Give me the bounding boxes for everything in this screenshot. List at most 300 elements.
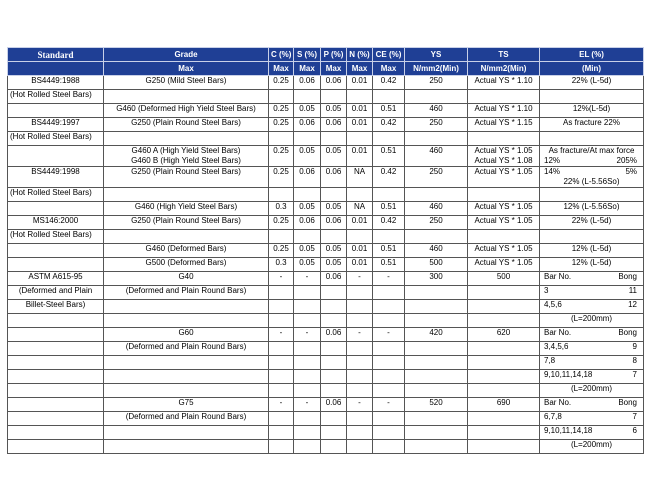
s-cell <box>294 412 321 426</box>
ce-cell: 0.51 <box>373 146 405 167</box>
p-cell: 0.06 <box>321 398 347 412</box>
el-cell: (L=200mm) <box>540 384 644 398</box>
ys-cell: 460 <box>405 104 468 118</box>
el-line1: As fracture/At max force <box>548 146 635 155</box>
ce-cell <box>373 314 405 328</box>
grade-cell <box>104 384 269 398</box>
ys-cell: 250 <box>405 216 468 230</box>
ys-cell <box>405 426 468 440</box>
ys-cell <box>405 370 468 384</box>
table-row <box>8 167 644 188</box>
bar-bong-pair <box>542 300 641 310</box>
c-cell: - <box>269 272 294 286</box>
standard-cell: BS4449:1988 <box>8 76 104 90</box>
s-cell <box>294 426 321 440</box>
p-cell: 0.06 <box>321 272 347 286</box>
table-row <box>8 230 644 244</box>
c-cell <box>269 356 294 370</box>
bong-value: 12 <box>628 300 637 309</box>
c-cell <box>269 188 294 202</box>
grade-line1: G460 A (High Yield Steel Bars) <box>131 146 241 155</box>
ts-cell <box>468 132 540 146</box>
grade-cell <box>104 146 269 167</box>
n-cell: 0.01 <box>347 244 373 258</box>
ts-cell: 620 <box>468 328 540 342</box>
el-cell: 22% (L-5d) <box>540 216 644 230</box>
bar-number: 3,4,5,6 <box>544 342 569 351</box>
c-cell: 0.25 <box>269 216 294 230</box>
s-cell <box>294 440 321 454</box>
ce-cell <box>373 440 405 454</box>
bar-bong-pair <box>542 328 641 338</box>
n-cell <box>347 300 373 314</box>
el-cell: 12% (L-5.56So) <box>540 202 644 216</box>
header-s: S (%) <box>294 48 321 62</box>
bong-value: Bong <box>618 398 637 407</box>
subheader-el: (Min) <box>540 62 644 76</box>
p-cell <box>321 342 347 356</box>
p-cell: 0.06 <box>321 328 347 342</box>
c-cell: 0.25 <box>269 146 294 167</box>
bar-bong-pair <box>542 398 641 408</box>
standard-cell <box>8 202 104 216</box>
el-cell <box>540 300 644 314</box>
header-p: P (%) <box>321 48 347 62</box>
c-cell <box>269 426 294 440</box>
grade-cell <box>104 426 269 440</box>
el-cell: As fracture 22% <box>540 118 644 132</box>
s-cell <box>294 90 321 104</box>
ce-cell: - <box>373 398 405 412</box>
bar-bong-pair <box>542 272 641 282</box>
n-cell <box>347 314 373 328</box>
c-cell <box>269 384 294 398</box>
subheader-ys: N/mm2(Min) <box>405 62 468 76</box>
ys-cell: 300 <box>405 272 468 286</box>
grade-cell: (Deformed and Plain Round Bars) <box>104 342 269 356</box>
standard-cell <box>8 426 104 440</box>
el-values-pair <box>542 156 641 166</box>
ys-cell <box>405 300 468 314</box>
c-cell: 0.25 <box>269 104 294 118</box>
subheader-ce: Max <box>373 62 405 76</box>
grade-cell: G250 (Plain Round Steel Bars) <box>104 216 269 230</box>
ts-line1: Actual YS * 1.05 <box>474 146 533 155</box>
bar-bong-pair <box>542 342 641 352</box>
grade-cell: (Deformed and Plain Round Bars) <box>104 286 269 300</box>
grade-cell <box>104 356 269 370</box>
ts-cell <box>468 370 540 384</box>
n-cell: 0.01 <box>347 104 373 118</box>
s-cell: 0.06 <box>294 167 321 188</box>
n-cell <box>347 426 373 440</box>
s-cell <box>294 342 321 356</box>
ys-cell <box>405 286 468 300</box>
subheader-n: Max <box>347 62 373 76</box>
ys-cell: 460 <box>405 146 468 167</box>
standard-cell <box>8 342 104 356</box>
bar-number: 9,10,11,14,18 <box>544 370 593 379</box>
n-cell: NA <box>347 202 373 216</box>
el-cell <box>540 342 644 356</box>
ce-cell <box>373 132 405 146</box>
bar-number: 7,8 <box>544 356 556 365</box>
n-cell <box>347 342 373 356</box>
ce-cell: 0.42 <box>373 118 405 132</box>
grade-cell: G460 (High Yield Steel Bars) <box>104 202 269 216</box>
bar-bong-pair <box>542 412 641 422</box>
p-cell <box>321 440 347 454</box>
table-row <box>8 314 644 328</box>
grade-cell <box>104 314 269 328</box>
p-cell: 0.06 <box>321 167 347 188</box>
grade-cell: (Deformed and Plain Round Bars) <box>104 412 269 426</box>
ts-cell: Actual YS * 1.05 <box>468 244 540 258</box>
s-cell <box>294 370 321 384</box>
table-row <box>8 426 644 440</box>
ce-cell: 0.51 <box>373 104 405 118</box>
bar-bong-pair <box>542 356 641 366</box>
el-value-a: 14% <box>544 167 561 176</box>
ce-cell: 0.51 <box>373 258 405 272</box>
s-cell <box>294 286 321 300</box>
p-cell: 0.05 <box>321 258 347 272</box>
grade-cell: G250 (Plain Round Steel Bars) <box>104 118 269 132</box>
table-row <box>8 244 644 258</box>
s-cell <box>294 230 321 244</box>
c-cell <box>269 300 294 314</box>
c-cell <box>269 440 294 454</box>
standard-cell <box>8 146 104 167</box>
subheader-c: Max <box>269 62 294 76</box>
n-cell: NA <box>347 167 373 188</box>
s-cell: 0.05 <box>294 258 321 272</box>
grade-cell <box>104 300 269 314</box>
ce-cell: 0.42 <box>373 167 405 188</box>
c-cell: - <box>269 328 294 342</box>
ts-cell <box>468 90 540 104</box>
ts-cell: 690 <box>468 398 540 412</box>
s-cell: - <box>294 328 321 342</box>
c-cell <box>269 132 294 146</box>
table-row <box>8 286 644 300</box>
table-row <box>8 356 644 370</box>
el-value-a: 12% <box>544 156 561 165</box>
c-cell <box>269 314 294 328</box>
p-cell <box>321 188 347 202</box>
bong-value: 6 <box>632 426 637 435</box>
standard-cell <box>8 328 104 342</box>
ce-cell: 0.51 <box>373 202 405 216</box>
c-cell <box>269 412 294 426</box>
grade-cell: G40 <box>104 272 269 286</box>
p-cell <box>321 314 347 328</box>
standard-cell: (Hot Rolled Steel Bars) <box>8 132 104 146</box>
ts-cell: Actual YS * 1.05 <box>468 258 540 272</box>
grade-cell: G75 <box>104 398 269 412</box>
s-cell <box>294 356 321 370</box>
s-cell <box>294 384 321 398</box>
n-cell <box>347 230 373 244</box>
table-row <box>8 90 644 104</box>
table-row <box>8 132 644 146</box>
grade-cell: G500 (Deformed Bars) <box>104 258 269 272</box>
ys-cell <box>405 188 468 202</box>
table-row <box>8 370 644 384</box>
grade-cell <box>104 132 269 146</box>
n-cell <box>347 132 373 146</box>
el-cell <box>540 412 644 426</box>
ys-cell: 460 <box>405 202 468 216</box>
c-cell: 0.3 <box>269 258 294 272</box>
table-row <box>8 188 644 202</box>
ys-cell: 420 <box>405 328 468 342</box>
n-cell: 0.01 <box>347 118 373 132</box>
ts-cell <box>468 300 540 314</box>
bong-value: 11 <box>628 286 637 295</box>
s-cell: - <box>294 398 321 412</box>
table-row <box>8 328 644 342</box>
ts-cell: 500 <box>468 272 540 286</box>
ce-cell <box>373 286 405 300</box>
ts-cell <box>468 412 540 426</box>
ys-cell <box>405 342 468 356</box>
grade-cell: G250 (Plain Round Steel Bars) <box>104 167 269 188</box>
table-row <box>8 398 644 412</box>
p-cell <box>321 426 347 440</box>
ts-cell <box>468 384 540 398</box>
bar-number: 6,7,8 <box>544 412 562 421</box>
subheader-standard <box>8 62 104 76</box>
ce-cell: 0.42 <box>373 216 405 230</box>
s-cell: - <box>294 272 321 286</box>
c-cell <box>269 286 294 300</box>
standard-cell: BS4449:1997 <box>8 118 104 132</box>
ys-cell <box>405 90 468 104</box>
ts-cell <box>468 342 540 356</box>
n-cell: - <box>347 398 373 412</box>
p-cell <box>321 132 347 146</box>
ys-cell <box>405 230 468 244</box>
n-cell <box>347 286 373 300</box>
ts-cell <box>468 286 540 300</box>
el-cell: 12%(L-5d) <box>540 104 644 118</box>
standard-cell: (Deformed and Plain <box>8 286 104 300</box>
ce-cell <box>373 412 405 426</box>
standard-cell: BS4449:1998 <box>8 167 104 188</box>
ts-cell: Actual YS * 1.05 <box>468 216 540 230</box>
ys-cell: 250 <box>405 118 468 132</box>
el-cell <box>540 328 644 342</box>
p-cell <box>321 230 347 244</box>
bar-number: Bar No. <box>544 272 572 281</box>
standard-cell: ASTM A615-95 <box>8 272 104 286</box>
bar-number: 3 <box>544 286 549 295</box>
s-cell: 0.06 <box>294 118 321 132</box>
standard-cell: Billet-Steel Bars) <box>8 300 104 314</box>
table-body <box>8 76 644 454</box>
ys-cell <box>405 356 468 370</box>
ys-cell <box>405 132 468 146</box>
n-cell: 0.01 <box>347 216 373 230</box>
subheader-ts: N/mm2(Min) <box>468 62 540 76</box>
ce-cell <box>373 90 405 104</box>
p-cell: 0.06 <box>321 118 347 132</box>
el-cell <box>540 146 644 167</box>
s-cell <box>294 188 321 202</box>
ys-cell <box>405 440 468 454</box>
p-cell <box>321 356 347 370</box>
c-cell <box>269 230 294 244</box>
table-row <box>8 412 644 426</box>
s-cell: 0.06 <box>294 216 321 230</box>
el-line2: 22% (L-5.56So) <box>563 177 620 186</box>
n-cell <box>347 440 373 454</box>
standard-cell: (Hot Rolled Steel Bars) <box>8 188 104 202</box>
p-cell <box>321 300 347 314</box>
standard-cell: MS146:2000 <box>8 216 104 230</box>
p-cell: 0.05 <box>321 202 347 216</box>
s-cell <box>294 300 321 314</box>
ys-cell <box>405 384 468 398</box>
s-cell: 0.05 <box>294 244 321 258</box>
bar-number: 9,10,11,14,18 <box>544 426 593 435</box>
ce-cell <box>373 188 405 202</box>
n-cell <box>347 356 373 370</box>
standard-cell <box>8 244 104 258</box>
p-cell <box>321 384 347 398</box>
s-cell: 0.05 <box>294 104 321 118</box>
header-ys: YS <box>405 48 468 62</box>
c-cell <box>269 370 294 384</box>
table-row <box>8 118 644 132</box>
grade-line2: G460 B (High Yield Steel Bars) <box>131 156 241 165</box>
header-el: EL (%) <box>540 48 644 62</box>
ts-cell: Actual YS * 1.15 <box>468 118 540 132</box>
bong-value: 8 <box>632 356 637 365</box>
p-cell: 0.05 <box>321 244 347 258</box>
c-cell: 0.25 <box>269 118 294 132</box>
el-cell: (L=200mm) <box>540 440 644 454</box>
grade-cell: G250 (Mild Steel Bars) <box>104 76 269 90</box>
ce-cell: - <box>373 328 405 342</box>
n-cell <box>347 90 373 104</box>
table-row <box>8 216 644 230</box>
bar-bong-pair <box>542 370 641 380</box>
table-row <box>8 146 644 167</box>
el-cell: 12% (L-5d) <box>540 244 644 258</box>
n-cell: 0.01 <box>347 146 373 167</box>
bong-value: 9 <box>632 342 637 351</box>
c-cell <box>269 90 294 104</box>
ts-cell <box>468 440 540 454</box>
n-cell: 0.01 <box>347 76 373 90</box>
grade-cell: G60 <box>104 328 269 342</box>
n-cell: 0.01 <box>347 258 373 272</box>
standard-cell <box>8 384 104 398</box>
standard-cell <box>8 412 104 426</box>
el-cell <box>540 272 644 286</box>
p-cell: 0.06 <box>321 76 347 90</box>
c-cell: 0.25 <box>269 244 294 258</box>
p-cell: 0.05 <box>321 146 347 167</box>
p-cell: 0.05 <box>321 104 347 118</box>
el-values-pair <box>542 167 641 177</box>
ys-cell: 520 <box>405 398 468 412</box>
ts-cell <box>468 426 540 440</box>
el-cell <box>540 286 644 300</box>
grade-cell <box>104 188 269 202</box>
ys-cell: 250 <box>405 76 468 90</box>
subheader-p: Max <box>321 62 347 76</box>
table-row <box>8 104 644 118</box>
ys-cell: 250 <box>405 167 468 188</box>
ys-cell <box>405 314 468 328</box>
s-cell <box>294 314 321 328</box>
standard-cell <box>8 398 104 412</box>
n-cell <box>347 370 373 384</box>
standard-cell <box>8 258 104 272</box>
table-row <box>8 272 644 286</box>
bar-bong-pair <box>542 426 641 436</box>
s-cell <box>294 132 321 146</box>
table-row <box>8 258 644 272</box>
c-cell: 0.3 <box>269 202 294 216</box>
ts-cell <box>468 146 540 167</box>
steel-specification-table <box>7 47 644 454</box>
table-row <box>8 342 644 356</box>
el-cell <box>540 426 644 440</box>
n-cell <box>347 188 373 202</box>
header-ts: TS <box>468 48 540 62</box>
n-cell: - <box>347 272 373 286</box>
el-cell <box>540 230 644 244</box>
ts-cell <box>468 230 540 244</box>
bong-value: Bong <box>618 328 637 337</box>
header-standard: Standard <box>8 48 104 62</box>
ce-cell <box>373 230 405 244</box>
grade-cell <box>104 90 269 104</box>
c-cell: - <box>269 398 294 412</box>
el-cell <box>540 90 644 104</box>
el-cell <box>540 188 644 202</box>
bong-value: Bong <box>618 272 637 281</box>
ts-cell <box>468 356 540 370</box>
table-row <box>8 76 644 90</box>
ys-cell: 500 <box>405 258 468 272</box>
ce-cell <box>373 356 405 370</box>
grade-cell: G460 (Deformed High Yield Steel Bars) <box>104 104 269 118</box>
c-cell: 0.25 <box>269 76 294 90</box>
p-cell <box>321 412 347 426</box>
el-cell <box>540 132 644 146</box>
standard-cell <box>8 356 104 370</box>
standard-cell <box>8 314 104 328</box>
ys-cell <box>405 412 468 426</box>
el-cell: 22% (L-5d) <box>540 76 644 90</box>
p-cell: 0.06 <box>321 216 347 230</box>
standard-cell <box>8 104 104 118</box>
ce-cell <box>373 426 405 440</box>
header-row <box>8 48 644 62</box>
p-cell <box>321 370 347 384</box>
table-row <box>8 384 644 398</box>
el-cell <box>540 370 644 384</box>
grade-cell: G460 (Deformed Bars) <box>104 244 269 258</box>
el-cell <box>540 398 644 412</box>
standard-cell: (Hot Rolled Steel Bars) <box>8 90 104 104</box>
subheader-s: Max <box>294 62 321 76</box>
